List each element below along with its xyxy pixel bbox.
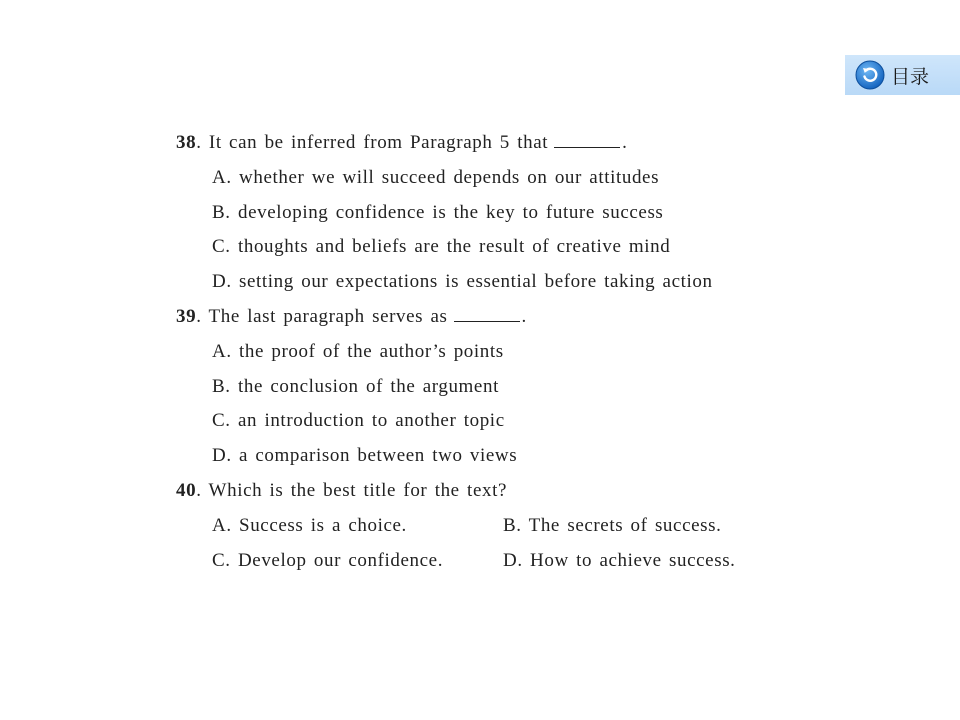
question-text-end: . bbox=[622, 132, 628, 153]
option-40-b: B. The secrets of success. bbox=[503, 514, 722, 536]
option-40-c: C. Develop our confidence. bbox=[212, 549, 444, 571]
option-38-a: A. whether we will succeed depends on our attitudes bbox=[212, 166, 660, 188]
table-of-contents-button[interactable] bbox=[845, 55, 960, 95]
options-40-row-2 bbox=[176, 544, 796, 579]
option-39-b: B. the conclusion of the argument bbox=[212, 375, 499, 397]
option-38-d: D. setting our expectations is essential before taking action bbox=[212, 271, 713, 293]
option-38-c: C. thoughts and beliefs are the result of creative mind bbox=[212, 236, 671, 258]
answer-blank bbox=[554, 129, 620, 148]
toc-label: 目录 bbox=[891, 65, 930, 88]
question-text: . It can be inferred from Paragraph 5 that bbox=[196, 132, 549, 153]
option-39-a: A. the proof of the author’s points bbox=[212, 340, 504, 362]
question-number: 39 bbox=[176, 305, 197, 327]
question-list bbox=[176, 126, 796, 578]
question-text-end: . bbox=[521, 305, 527, 327]
circular-arrow-icon bbox=[855, 60, 885, 90]
option-40-d: D. How to achieve success. bbox=[503, 549, 736, 571]
answer-blank bbox=[454, 303, 520, 322]
option-40-a: A. Success is a choice. bbox=[212, 514, 407, 536]
question-38-stem bbox=[176, 126, 796, 161]
question-number: 40 bbox=[176, 479, 197, 501]
option-39-c: C. an introduction to another topic bbox=[212, 410, 505, 432]
options-40-row-1 bbox=[176, 509, 796, 544]
question-text: . Which is the best title for the text? bbox=[196, 479, 507, 501]
option-38-b: B. developing confidence is the key to future success bbox=[212, 201, 664, 223]
question-40-stem bbox=[176, 474, 796, 509]
option-39-d: D. a comparison between two views bbox=[212, 445, 518, 467]
question-39-stem bbox=[176, 300, 796, 335]
question-text: . The last paragraph serves as bbox=[196, 305, 448, 327]
question-number: 38 bbox=[176, 132, 197, 153]
